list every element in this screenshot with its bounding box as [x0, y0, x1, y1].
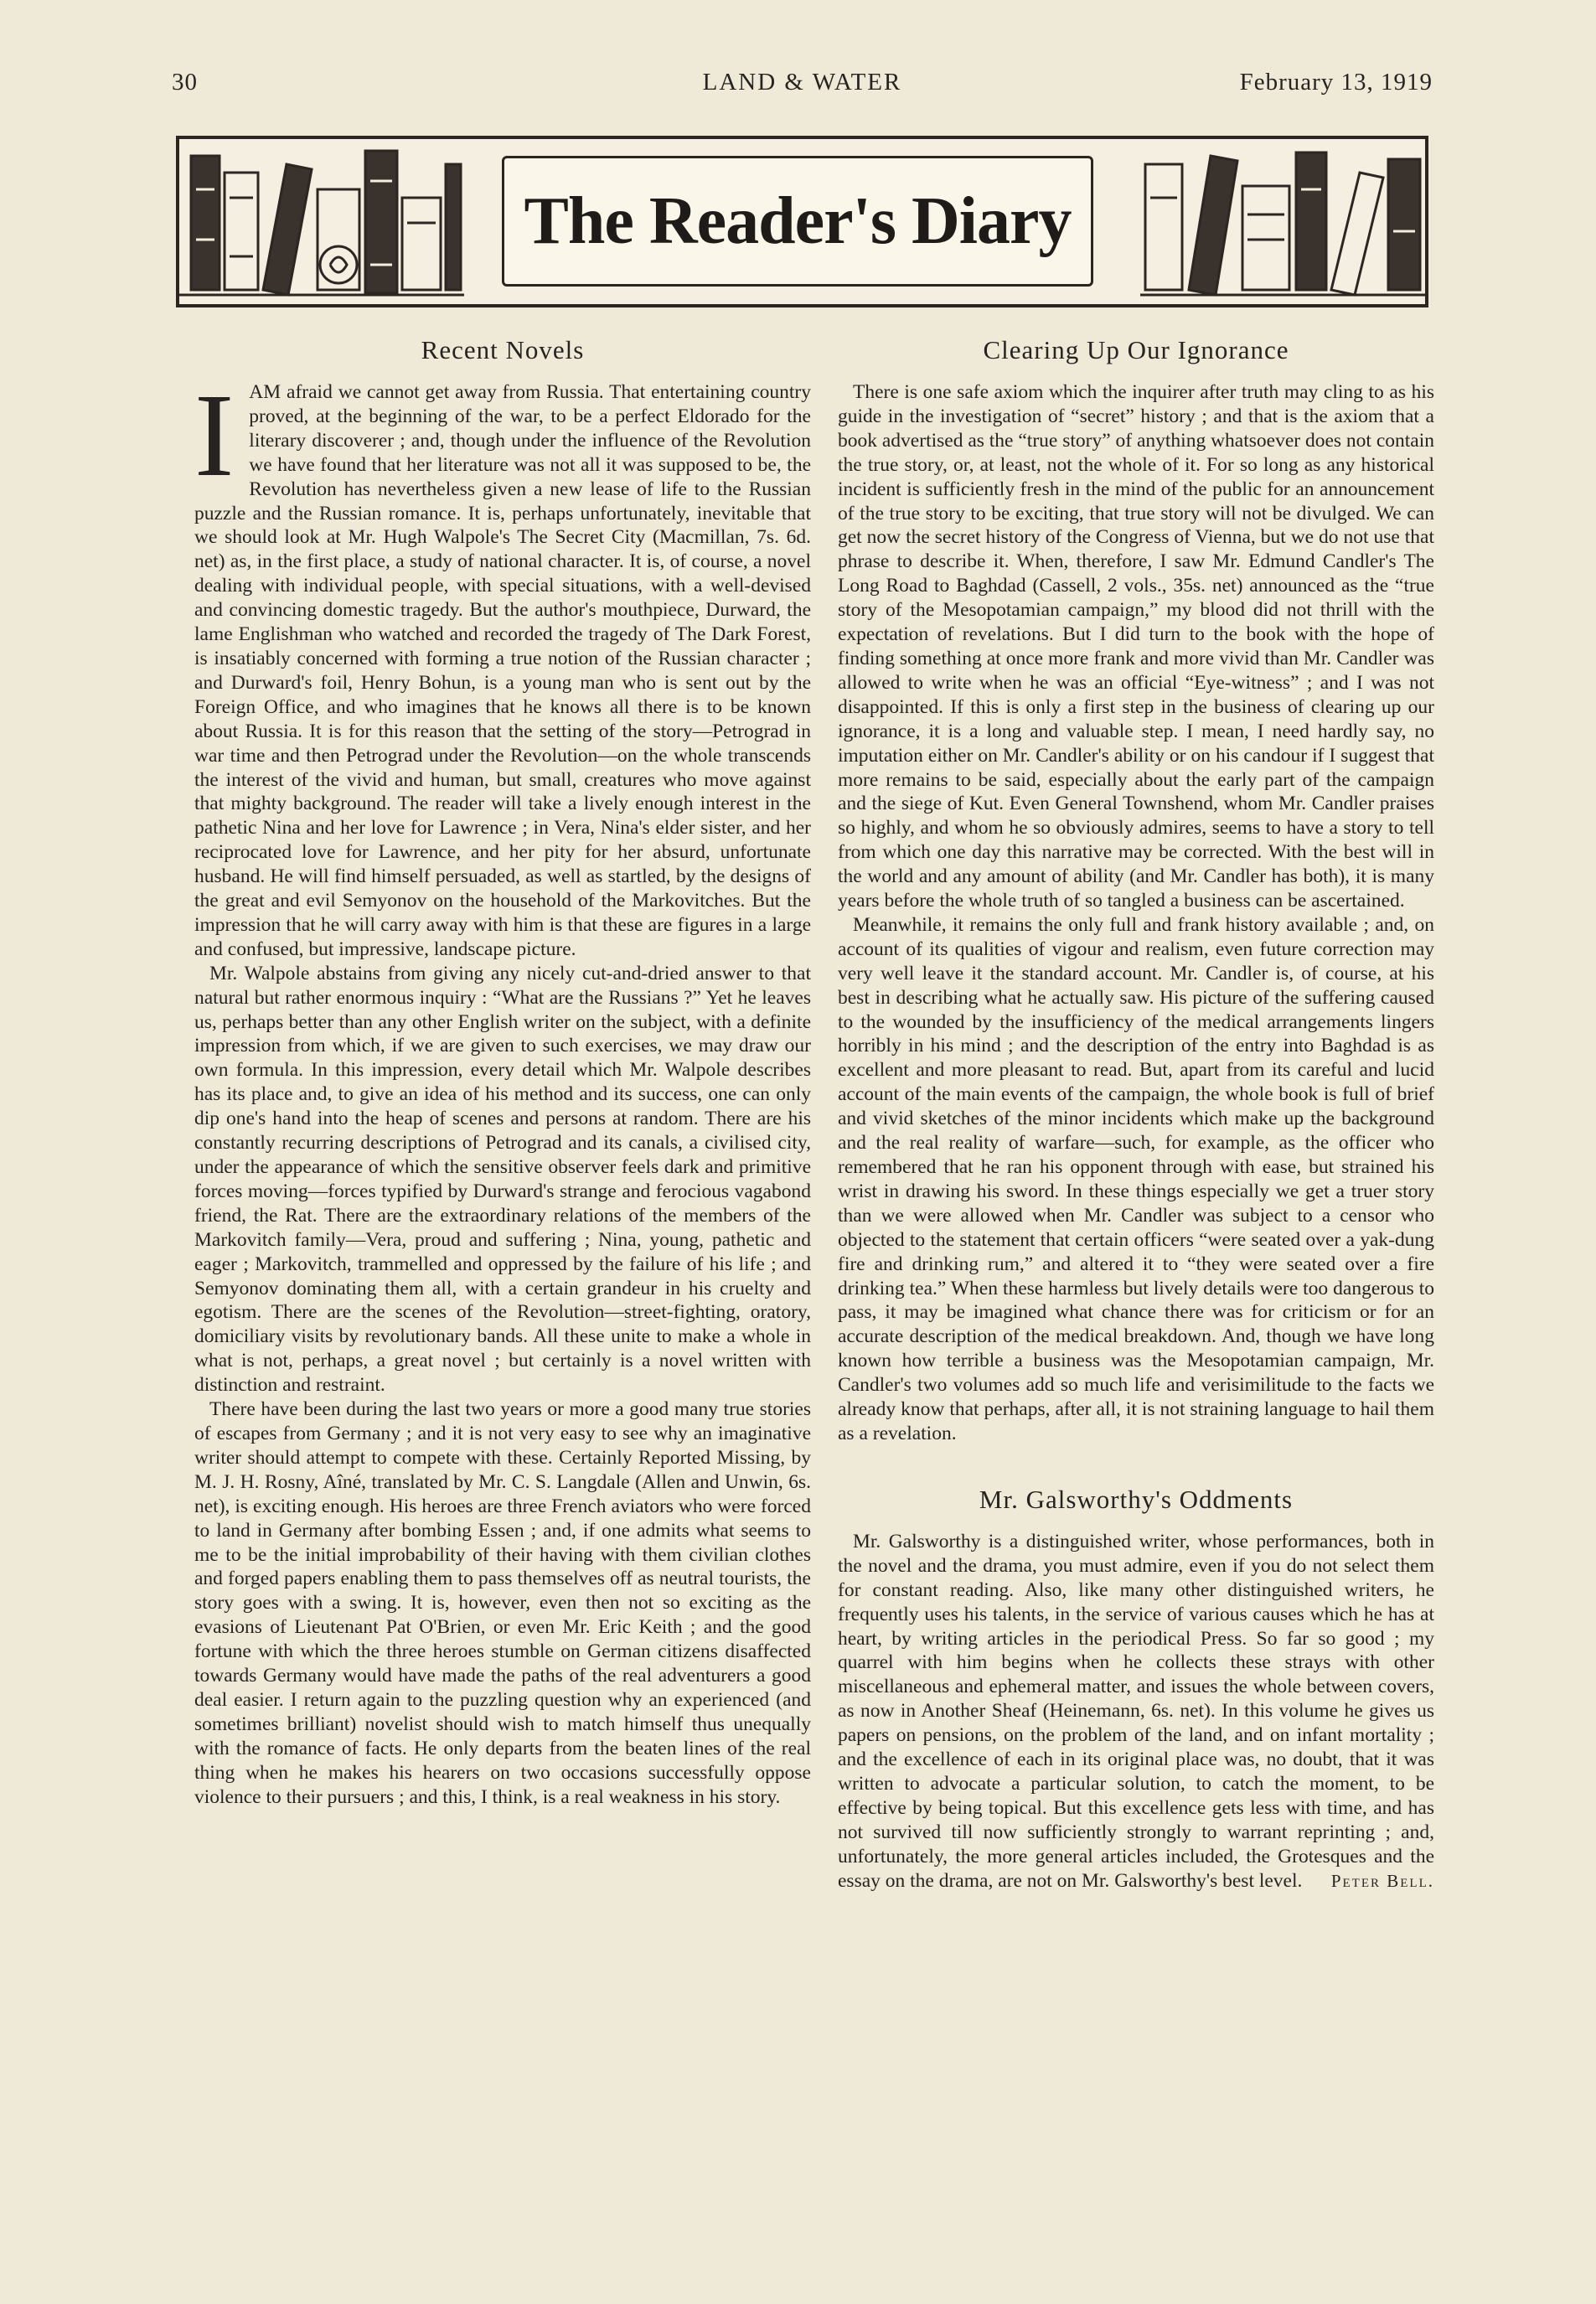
issue-date: February 13, 1919	[1239, 69, 1433, 96]
section-title: The Reader's Diary	[524, 183, 1072, 258]
article-heading-clearing-up: Clearing Up Our Ignorance	[983, 335, 1289, 364]
article-paragraph: There have been during the last two years or more a good many true stories of escapes from Germany ; and it is not very easy to see why an imaginative writer should attempt to compete with these. Certainly Reported Missing, by M. J. H. Rosny, Aîné, translated by Mr. C. S. Langdale (Allen and Unwin, 6s. net), is exciting enough. His heroes are three French aviators who were forced to land in Germany after bombing Essen ; and, if one admits what seems to me to be the initial improbability of their having with them civilian clothes and forged papers enabling them to pass themselves off as neutral tourists, the story goes with a swing. It is, however, even then not so exciting as the evasions of Lieutenant Pat O'Brien, or even Mr. Eric Keith ; and the good fortune with which the three heroes stumble on German citizens disaffected towards Germany would have made the paths of the real adventurers a good deal easier. I return again to the puzzling question why an experienced (and sometimes brilliant) novelist should wish to match himself thus unequally with the romance of facts. He only departs from the beaten lines of the real thing when he makes his hearers on two occasions successfully oppose violence to their pursuers ; and this, I think, is a real weakness in his story.	[194, 1398, 811, 1808]
article-heading-recent-novels: Recent Novels	[421, 335, 585, 364]
right-column	[838, 335, 1434, 1893]
article-heading-galsworthy: Mr. Galsworthy's Oddments	[979, 1484, 1294, 1514]
article-paragraph: There is one safe axiom which the inquirer after truth may cling to as his guide in the investigation of “secret” history ; and that is the axiom that a book advertised as the “true story” of anything whatsoever does not contain the true story, or, at least, not the whole of it. For so long as any historical incident is sufficiently fresh in the mind of the public for an announcement of the true story to be exciting, that true story will not be divulged. We can get now the secret history of the Congress of Vienna, but we do not use that phrase to describe it. When, therefore, I saw Mr. Edmund Candler's The Long Road to Baghdad (Cassell, 2 vols., 35s. net) announced as the “true story of the Mesopotamian campaign,” my blood did not thrill with the expectation of revelations. But I did turn to the book with the hope of finding something at once more frank and more vivid than Mr. Candler was allowed to write when he was an official “Eye-witness” ; and I was not disappointed. If this is only a first step in the business of clearing up our ignorance, it is a long and valuable step. I mean, I need hardly say, no imputation either on Mr. Candler's ability or on his candour if I suggest that more remains to be said, especially about the early part of the campaign and the siege of Kut. Even General Townshend, whom Mr. Candler praises so highly, and whom he so obviously admires, seems to have a story to tell from which one day this narrative may be corrected. With the best will in the world and any amount of ability (and Mr. Candler has both), it is many years before the whole truth of so tangled a business can be ascertained.	[838, 381, 1434, 912]
article-paragraph: Meanwhile, it remains the only full and frank history available ; and, on account of its qualities of vigour and realism, even future correction may very well leave it the standard account. Mr. Candler is, of course, at his best in describing what he actually saw. His picture of the suffering caused to the wounded by the insufficiency of the medical arrangements lingers horribly in his mind ; and the description of the entry into Baghdad is as excellent and more pleasant to read. But, apart from its careful and lucid account of the main events of the campaign, the whole book is full of brief and vivid sketches of the minor incidents which make up the background and the real reality of warfare—such, for example, as the officer who remembered that he ran his opponent through with ease, but strained his wrist in drawing his sword. In these things especially we get a truer story than we were allowed when Mr. Candler was subject to a censor who objected to the statement that certain officers “were seated over a yak-dung fire and drinking rum,” and altered it to “they were seated over a fire drinking tea.” When these harmless but lively details were too dangerous to pass, it may be imagined what chance there was for criticism or for an accurate description of the medical breakdown. And, though we have long known how terrible a business was the Mesopotamian campaign, Mr. Candler's two volumes add so much life and verisimilitude to the facts we already know that perhaps, after all, it is not straining language to hail them as a revelation.	[838, 913, 1434, 1444]
books-illustration-left	[179, 139, 464, 304]
page-number: 30	[172, 69, 198, 96]
article-paragraph: Mr. Galsworthy is a distinguished writer, whose performances, both in the novel and the drama, you must admire, even if you do not select them for constant reading. Also, like many other distinguished writers, he frequently uses his talents, in the service of various causes which he has at heart, by writing articles in the periodical Press. So far so good ; my quarrel with him begins when he collects these strays with other miscellaneous and ephemeral matter, and issues the whole between covers, as now in Another Sheaf (Heinemann, 6s. net). In this volume he gives us papers on pensions, on the problem of the land, and on infant mortality ; and the excellence of each in its original place was, no doubt, that it was written to advocate a particular solution, to catch the moment, to be effective by being topical. But this excellence gets less with time, and has not survived till now sufficiently strongly to warrant reprinting ; and, unfortunately, the more general articles included, the Grotesques and the essay on the drama, are not on Mr. Galsworthy's best level. Peter Bell.	[838, 1530, 1434, 1892]
section-banner	[176, 136, 1428, 307]
left-column	[194, 335, 811, 1809]
article-paragraph: Mr. Walpole abstains from giving any nicely cut-and-dried answer to that natural but rather enormous inquiry : “What are the Russians ?” Yet he leaves us, perhaps better than any other English writer on the subject, with a definite impression from which, if we are given to such exercises, we may draw our own formula. In this impression, every detail which Mr. Walpole describes has its place and, to give an idea of his method and its success, one can only dip one's hand into the heap of scenes and persons at random. There are his constantly recurring descriptions of Petrograd and its canals, a civilised city, under the appearance of which the sensitive observer feels dark and primitive forces moving—forces typified by Durward's strange and ferocious vagabond friend, the Rat. There are the extraordinary relations of the members of the Markovitch family—Vera, proud and suffering ; Nina, young, pathetic and eager ; Markovitch, trammelled and oppressed by the failure of his life ; and Semyonov dominating them all, with a certain grandeur in his cruelty and egotism. There are the scenes of the Revolution—street-fighting, oratory, domiciliary visits by revolutionary bands. All these unite to make a whole in what is not, perhaps, a great novel ; but certainly is a novel written with distinction and restraint.	[194, 962, 811, 1397]
books-illustration-right	[1140, 139, 1425, 304]
page-header	[172, 69, 1433, 102]
article-paragraph: IAM afraid we cannot get away from Russia. That entertaining country proved, at the beginning of the war, to be a perfect Eldorado for the literary discoverer ; and, though under the influence of the Revolution we have found that her literature was not all it was supposed to be, the Revolution has nevertheless given a new lease of life to the Russian puzzle and the Russian romance. It is, perhaps unfortunately, inevitable that we should look at Mr. Hugh Walpole's The Secret City (Macmillan, 7s. 6d. net) as, in the first place, a study of national character. It is, of course, a novel dealing with individual people, with special situations, with a well-devised and convincing domestic tragedy. But the author's mouthpiece, Durward, the lame Englishman who watched and recorded the tragedy of The Dark Forest, is insatiably concerned with forming a true notion of the Russian character ; and Durward's foil, Henry Bohun, is a young man who is sent out by the Foreign Office, and who imagines that he knows all there is to be known about Russia. It is for this reason that the setting of the story—Petrograd in war time and then Petrograd under the Revolution—on the whole transcends the interest of the vivid and human, but small, creatures who move against that mighty background. The reader will take a lively enough interest in the pathetic Nina and her love for Lawrence ; in Vera, Nina's elder sister, and her reciprocated love for Lawrence, and her pity for her absurd, unfortunate husband. He will find himself persuaded, as well as startled, by the designs of the great and evil Semyonov on the household of the Markovitches. But the impression that he will carry away with him is that these are figures in a large and confused, but impressive, landscape picture.	[194, 369, 811, 960]
title-scroll	[502, 156, 1093, 287]
publication-title: LAND & WATER	[702, 69, 902, 96]
author-signature: Peter Bell.	[1330, 1870, 1434, 1891]
drop-cap: I	[194, 369, 235, 501]
